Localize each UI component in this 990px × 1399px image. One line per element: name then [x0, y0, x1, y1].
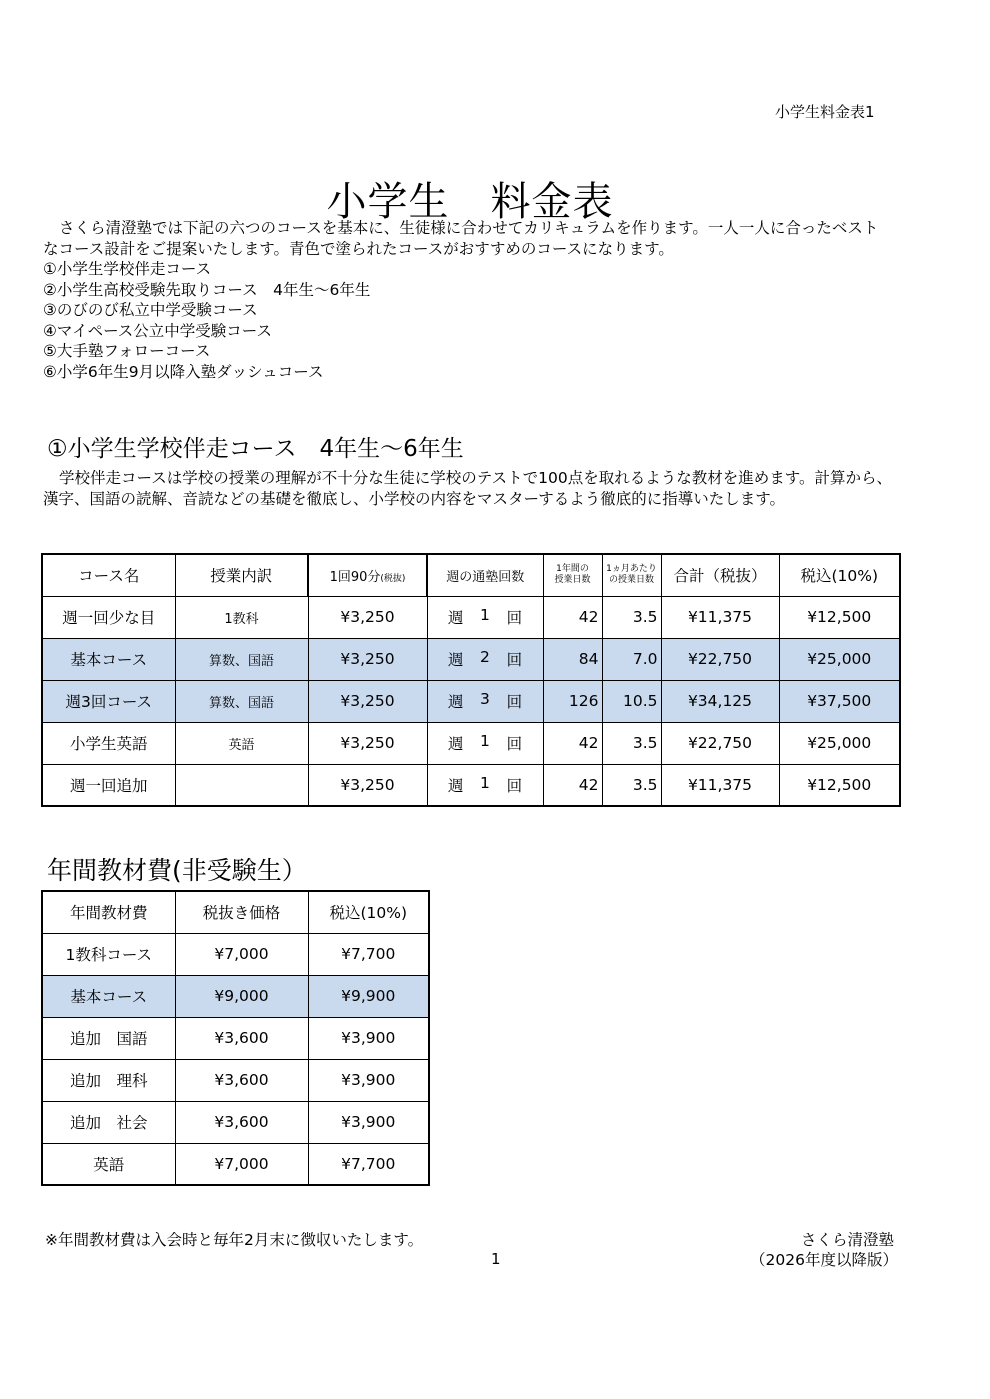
course-fee-table [41, 553, 901, 807]
item: 英語 [42, 1143, 175, 1185]
annual-days: 42 [543, 722, 602, 764]
list-item: ①小学生学校伴走コース [43, 260, 212, 278]
header-annual-days-2: 授業日数 [554, 575, 591, 586]
header-monthly-days-1: 1ヵ月あたり [606, 564, 657, 575]
freq-count: 3 [480, 690, 490, 708]
price: ¥3,250 [308, 680, 427, 722]
course-name: 週一回追加 [42, 764, 175, 806]
freq-week: 週 [447, 693, 464, 711]
page-label: 小学生料金表1 [775, 103, 875, 121]
freq-unit: 回 [506, 651, 523, 669]
section2-title: 年間教材費(非受験生） [47, 856, 307, 885]
table-row [42, 680, 900, 722]
tax-incl: ¥7,700 [308, 933, 429, 975]
table-row [42, 596, 900, 638]
header-frequency: 週の通塾回数 [427, 554, 543, 596]
freq-count: 1 [480, 732, 490, 750]
subjects [175, 764, 308, 806]
list-item: ③のびのび私立中学受験コース [43, 301, 258, 319]
freq-unit: 回 [506, 776, 523, 795]
course-name: 週一回少な目 [42, 596, 175, 638]
price: ¥7,000 [175, 1143, 308, 1185]
frequency [427, 638, 543, 680]
header-item: 年間教材費 [42, 891, 175, 933]
freq-unit: 回 [506, 693, 523, 711]
tax-incl: ¥3,900 [308, 1101, 429, 1143]
table-row [42, 764, 900, 806]
table-row [42, 975, 429, 1017]
monthly-days: 7.0 [602, 638, 661, 680]
item: 追加 理科 [42, 1059, 175, 1101]
price: ¥3,600 [175, 1059, 308, 1101]
item: 追加 社会 [42, 1101, 175, 1143]
price: ¥3,250 [308, 764, 427, 806]
tax-incl: ¥3,900 [308, 1059, 429, 1101]
list-item: ⑤大手塾フォローコース [43, 342, 211, 360]
tax-incl: ¥3,900 [308, 1017, 429, 1059]
page-title: 小学生 料金表 [326, 179, 614, 225]
price: ¥3,600 [175, 1017, 308, 1059]
table-row [42, 638, 900, 680]
course-name: 週3回コース [42, 680, 175, 722]
table-row [42, 1101, 429, 1143]
item: 1教科コース [42, 933, 175, 975]
tax-incl: ¥25,000 [779, 638, 900, 680]
header-monthly-days [602, 554, 661, 596]
item: 追加 国語 [42, 1017, 175, 1059]
freq-week: 週 [447, 609, 464, 627]
monthly-days: 3.5 [602, 722, 661, 764]
header-per-lesson-note: (税抜) [380, 573, 406, 584]
course-name: 基本コース [42, 638, 175, 680]
header-tax: 税込(10%) [779, 554, 900, 596]
price: ¥3,250 [308, 638, 427, 680]
footer-version: （2026年度以降版） [750, 1251, 898, 1269]
intro-paragraph: さくら清澄塾では下記の六つのコースを基本に、生徒様に合わせてカリキュラムを作ります。一人一人に合ったベストなコース設計をご提案いたします。青色で塗られたコースがおすすめのコースになります。 [43, 219, 879, 258]
material-fee-table [41, 890, 430, 1186]
subjects: 算数、国語 [175, 680, 308, 722]
header-annual-days [543, 554, 602, 596]
header-subjects: 授業内訳 [175, 554, 308, 596]
header-per-lesson-main: 1回90分 [329, 569, 381, 585]
item: 基本コース [42, 975, 175, 1017]
tax-incl: ¥12,500 [779, 764, 900, 806]
table-row [42, 722, 900, 764]
freq-unit: 回 [506, 735, 523, 753]
price: ¥9,000 [175, 975, 308, 1017]
table-row [42, 1059, 429, 1101]
frequency [427, 596, 543, 638]
header-per-lesson [308, 554, 427, 596]
footer-org: さくら清澄塾 [801, 1231, 895, 1249]
header-annual-days-1: 1年間の [556, 564, 589, 575]
freq-week: 週 [447, 651, 464, 669]
table-row [42, 1143, 429, 1185]
total: ¥22,750 [661, 638, 779, 680]
tax-incl: ¥7,700 [308, 1143, 429, 1185]
annual-days: 42 [543, 596, 602, 638]
freq-count: 1 [480, 606, 490, 624]
total: ¥34,125 [661, 680, 779, 722]
table-header-row [42, 891, 429, 933]
price: ¥3,600 [175, 1101, 308, 1143]
annual-days: 84 [543, 638, 602, 680]
header-total: 合計（税抜） [661, 554, 779, 596]
frequency [427, 680, 543, 722]
list-item: ②小学生高校受験先取りコース 4年生～6年生 [43, 280, 371, 299]
section1-description: 学校伴走コースは学校の授業の理解が不十分な生徒に学校のテストで100点を取れるような教材を進めます。計算から、漢字、国語の読解、音読などの基礎を徹底し、小学校の内容をマスターするよう徹底的に指導いたします。 [43, 469, 892, 508]
page-number: 1 [491, 1250, 501, 1268]
intro [43, 218, 893, 382]
header-monthly-days-2: の授業日数 [608, 575, 654, 586]
list-item: ④マイペース公立中学受験コース [43, 321, 273, 340]
price: ¥7,000 [175, 933, 308, 975]
freq-unit: 回 [506, 609, 523, 627]
tax-incl: ¥12,500 [779, 596, 900, 638]
subjects: 英語 [175, 722, 308, 764]
price: ¥3,250 [308, 596, 427, 638]
freq-week: 週 [447, 776, 464, 795]
annual-days: 42 [543, 764, 602, 806]
course-list [43, 259, 893, 382]
monthly-days: 10.5 [602, 680, 661, 722]
freq-count: 2 [480, 648, 490, 666]
freq-count: 1 [480, 773, 490, 792]
subjects: 算数、国語 [175, 638, 308, 680]
total: ¥11,375 [661, 764, 779, 806]
table-row [42, 1017, 429, 1059]
table-header-row [42, 554, 900, 596]
subjects: 1教科 [175, 596, 308, 638]
freq-week: 週 [447, 735, 464, 753]
header-course: コース名 [42, 554, 175, 596]
frequency [427, 764, 543, 806]
list-item: ⑥小学6年生9月以降入塾ダッシュコース [43, 362, 324, 381]
footer-note: ※年間教材費は入会時と毎年2月末に徴収いたします。 [45, 1231, 424, 1249]
price: ¥3,250 [308, 722, 427, 764]
monthly-days: 3.5 [602, 596, 661, 638]
monthly-days: 3.5 [602, 764, 661, 806]
annual-days: 126 [543, 680, 602, 722]
tax-incl: ¥25,000 [779, 722, 900, 764]
table-row [42, 933, 429, 975]
header-tax: 税込(10%) [308, 891, 429, 933]
section1-title: ①小学生学校伴走コース 4年生～6年生 [47, 436, 464, 462]
tax-incl: ¥37,500 [779, 680, 900, 722]
course-name: 小学生英語 [42, 722, 175, 764]
header-price: 税抜き価格 [175, 891, 308, 933]
total: ¥22,750 [661, 722, 779, 764]
frequency [427, 722, 543, 764]
total: ¥11,375 [661, 596, 779, 638]
tax-incl: ¥9,900 [308, 975, 429, 1017]
